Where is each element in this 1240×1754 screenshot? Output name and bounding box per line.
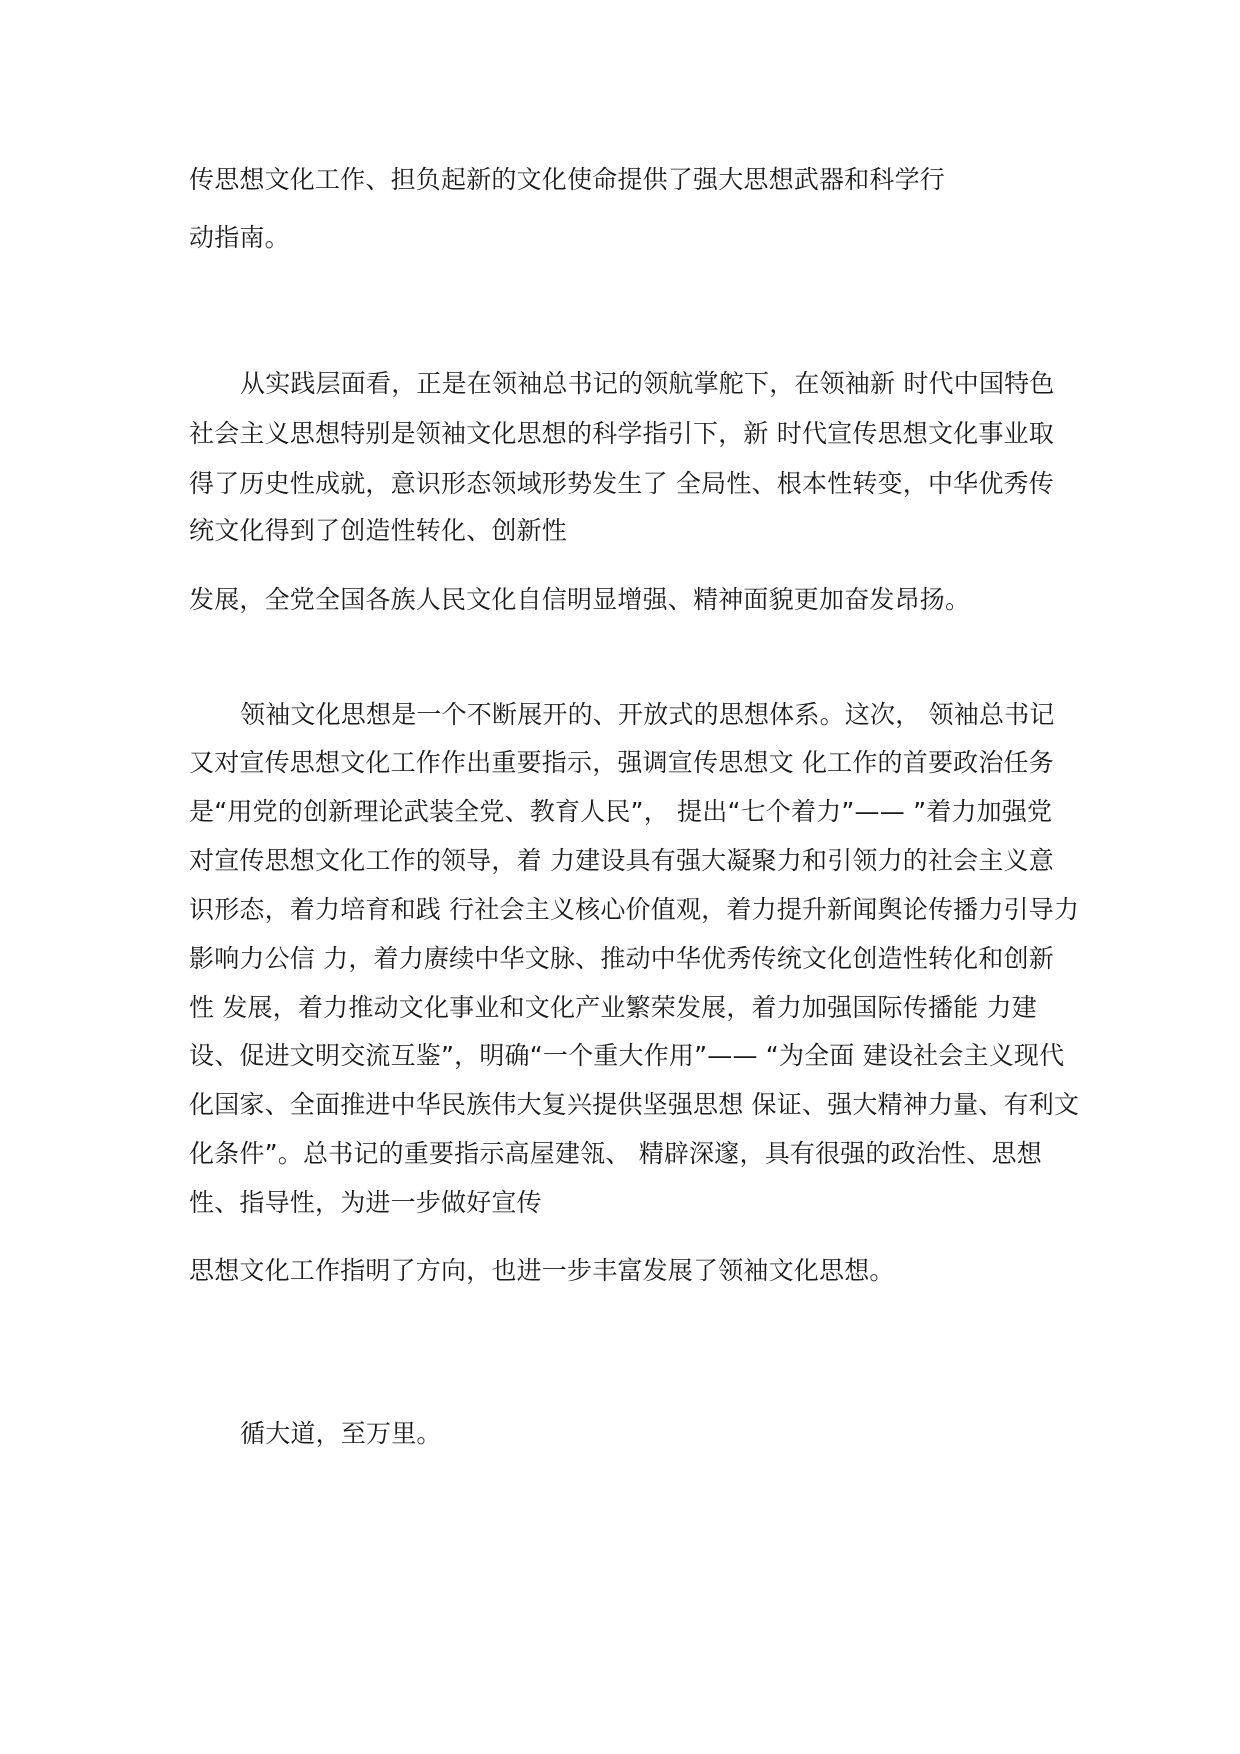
text-line: 得了历史性成就，意识形态领域形势发生了 全局性、根本性转变，中华优秀传	[189, 469, 1054, 498]
text-line: 识形态，着力培育和践 行社会主义核心价值观，着力提升新闻舆论传播力引导力	[189, 895, 1080, 924]
text-line: 又对宣传思想文化工作作出重要指示，强调宣传思想文 化工作的首要政治任务	[189, 748, 1054, 777]
text-line: 性、指导性，为进一步做好宣传	[189, 1188, 542, 1217]
text-line: 是“用党的创新理论武装全党、教育人民”， 提出“七个着力”—— ”着力加强党	[189, 797, 1053, 826]
text-line: 从实践层面看，正是在领袖总书记的领航掌舵下，在领袖新 时代中国特色	[240, 369, 1055, 398]
text-line: 设、促进文明交流互鉴”，明确“一个重大作用”—— “为全面 建设社会主义现代	[189, 1041, 1065, 1070]
text-line: 社会主义思想特别是领袖文化思想的科学指引下，新 时代宣传思想文化事业取	[189, 419, 1054, 448]
text-line: 思想文化工作指明了方向，也进一步丰富发展了领袖文化思想。	[189, 1256, 895, 1285]
text-line: 化国家、全面推进中华民族伟大复兴提供坚强思想 保证、强大精神力量、有利文	[189, 1090, 1080, 1119]
text-line: 对宣传思想文化工作的领导，着 力建设具有强大凝聚力和引领力的社会主义意	[189, 846, 1054, 875]
text-line: 性 发展，着力推动文化事业和文化产业繁荣发展，着力加强国际传播能 力建	[189, 993, 1037, 1022]
text-line: 发展，全党全国各族人民文化自信明显增强、精神面貌更加奋发昂扬。	[189, 585, 971, 614]
text-line: 循大道，至万里。	[240, 1419, 442, 1448]
text-line: 传思想文化工作、担负起新的文化使命提供了强大思想武器和科学行	[189, 165, 946, 194]
text-line: 化条件”。总书记的重要指示高屋建瓴、 精辟深邃，具有很强的政治性、思想	[189, 1139, 1042, 1168]
text-line: 统文化得到了创造性转化、创新性	[189, 516, 568, 545]
text-line: 动指南。	[189, 223, 290, 252]
text-line: 影响力公信 力，着力赓续中华文脉、推动中华优秀传统文化创造性转化和创新	[189, 944, 1054, 973]
text-line: 领袖文化思想是一个不断展开的、开放式的思想体系。这次， 领袖总书记	[240, 700, 1055, 729]
